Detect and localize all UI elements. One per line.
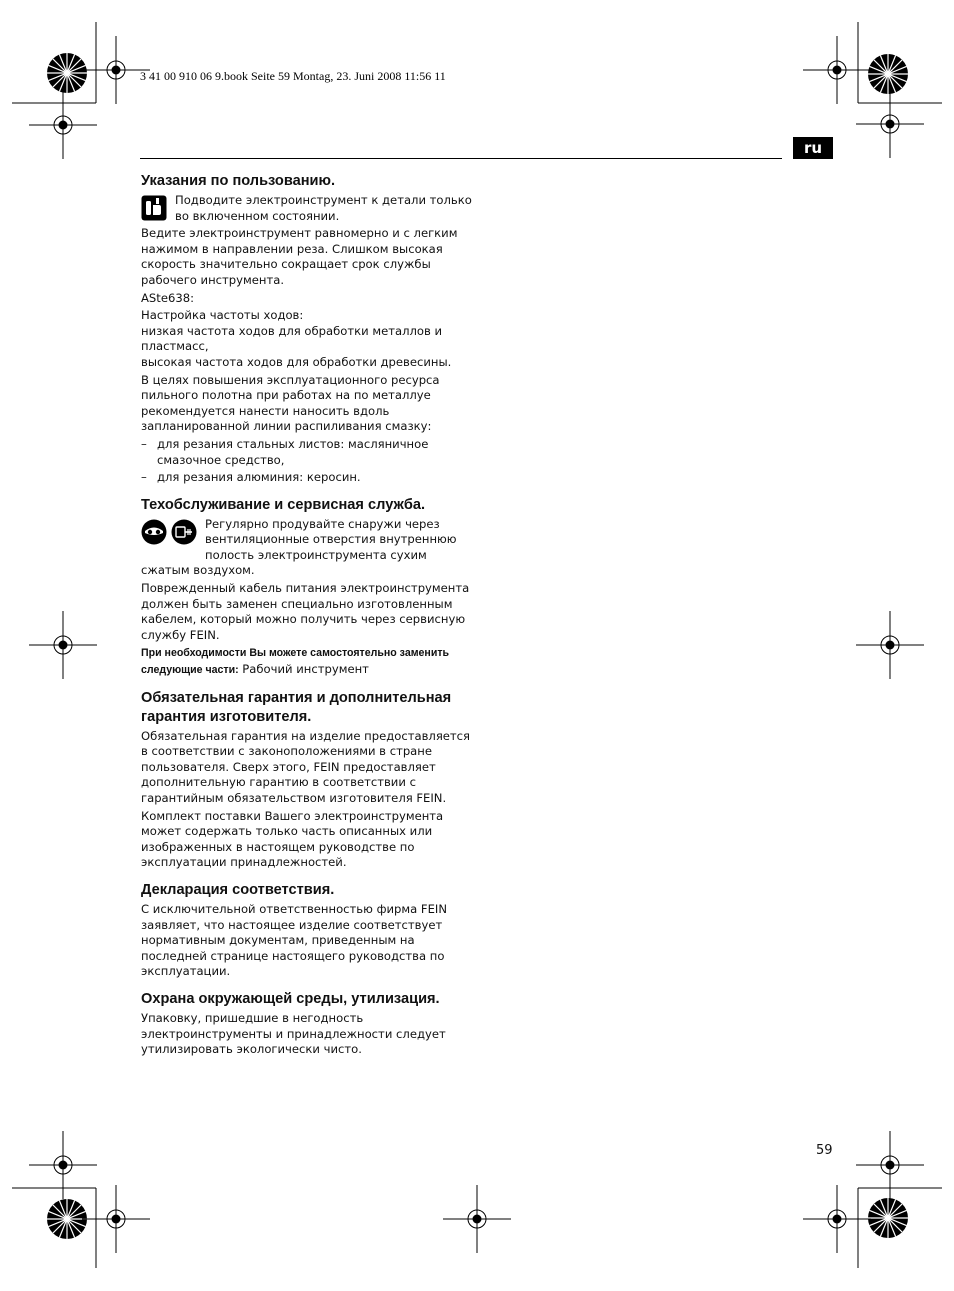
- maintenance-icon-note: [141, 517, 477, 564]
- print-info: 3 41 00 910 06 9.book Seite 59 Montag, 23. Juni 2008 11:56 11: [140, 69, 446, 83]
- paragraph: Поврежденный кабель питания электроинструмента должен быть заменен специально изготовленным кабелем, который можно получить через сервисную службу FEIN.: [141, 581, 470, 642]
- crosshair-mark-icon: [82, 1185, 150, 1253]
- list-item: [141, 437, 477, 468]
- section-title-maintenance: Техобслуживание и сервисная служба.: [141, 496, 426, 513]
- crosshair-mark-icon: [803, 36, 871, 104]
- crosshair-mark-icon: [803, 1185, 871, 1253]
- paragraph: Настройка частоты ходов:: [141, 308, 304, 323]
- paragraph: низкая частота ходов для обработки металлов и пластмасс,: [141, 323, 443, 354]
- list-item: [141, 470, 477, 486]
- replaceable-parts-value: Рабочий инструмент: [238, 662, 369, 677]
- paragraph: С исключительной ответственностью фирма FEIN заявляет, что настоящее изделие соответствует нормативным документам, приведенным на последней странице настоящего руководства по эксплуатации.: [141, 901, 448, 979]
- section-title-environment: Охрана окружающей среды, утилизация.: [141, 990, 440, 1007]
- maintenance-icon-text: Регулярно продувайте снаружи через вентиляционные отверстия внутреннюю полость электроинструмента сухим: [205, 516, 457, 562]
- starburst-mark-icon: [47, 1199, 87, 1239]
- section-title-warranty: Обязательная гарантия и дополнительная гарантия изготовителя.: [141, 689, 452, 725]
- starburst-mark-icon: [868, 54, 908, 94]
- page-number: 59: [816, 1143, 833, 1158]
- language-tab: ru: [793, 137, 833, 159]
- section-title-usage: Указания по пользованию.: [141, 173, 336, 189]
- starburst-mark-icon: [47, 53, 87, 93]
- paragraph: Обязательная гарантия на изделие предоставляется в соответствии с законоположениями в стране пользователя. Сверх этого, FEIN предоставляет дополнительную гарантию в соответствии с гарантийным обязательством изготовителя FEIN.: [141, 728, 471, 805]
- paragraph: Упаковку, пришедшие в негодность электроинструменты и принадлежности следует утилизировать экологически чисто.: [141, 1010, 446, 1057]
- starburst-mark-icon: [868, 1198, 908, 1238]
- eye-protection-icon: [141, 519, 167, 545]
- paragraph: Ведите электроинструмент равномерно и с легким нажимом в направлении реза. Слишком высокая скорость значительно сокращает срок службы рабочего инструмента.: [141, 226, 458, 287]
- crosshair-mark-icon: [29, 1131, 97, 1199]
- hand-on-tool-icon: [141, 195, 167, 221]
- dash-marker: –: [141, 470, 147, 485]
- unplug-before-service-icon: [171, 519, 197, 545]
- section-title-declaration: Декларация соответствия.: [141, 881, 335, 898]
- crosshair-mark-icon: [856, 90, 924, 158]
- model-label: ASte638:: [141, 290, 195, 305]
- crosshair-mark-icon: [856, 1131, 924, 1199]
- content-column: [141, 172, 477, 1060]
- list-item-text: для резания алюминия: керосин.: [157, 470, 361, 485]
- replaceable-parts: [141, 645, 477, 678]
- paragraph: В целях повышения эксплуатационного ресурса пильного полотна при работах на по металлуе рекомендуется нанести наносить вдоль запланированной линии распиливания смазку:: [141, 372, 440, 434]
- crosshair-mark-icon: [29, 91, 97, 159]
- usage-icon-text: Подводите электроинструмент к детали только во включенном состоянии.: [175, 193, 472, 223]
- crosshair-mark-icon: [443, 1185, 511, 1253]
- crosshair-mark-icon: [29, 611, 97, 679]
- paragraph: высокая частота ходов для обработки древесины.: [141, 354, 452, 369]
- header-rule: [140, 158, 782, 159]
- paragraph: сжатым воздухом.: [141, 563, 255, 578]
- replaceable-parts-label: При необходимости Вы можете самостоятельно заменить следующие части:: [141, 647, 450, 677]
- paragraph: Комплект поставки Вашего электроинструмента может содержать только часть описанных или изображенных в настоящем руководстве по эксплуатации принадлежностей.: [141, 808, 444, 870]
- dash-marker: –: [141, 436, 147, 451]
- list-item-text: для резания стальных листов: масляничное смазочное средство,: [157, 436, 429, 467]
- usage-icon-note: [141, 193, 477, 224]
- crosshair-mark-icon: [856, 611, 924, 679]
